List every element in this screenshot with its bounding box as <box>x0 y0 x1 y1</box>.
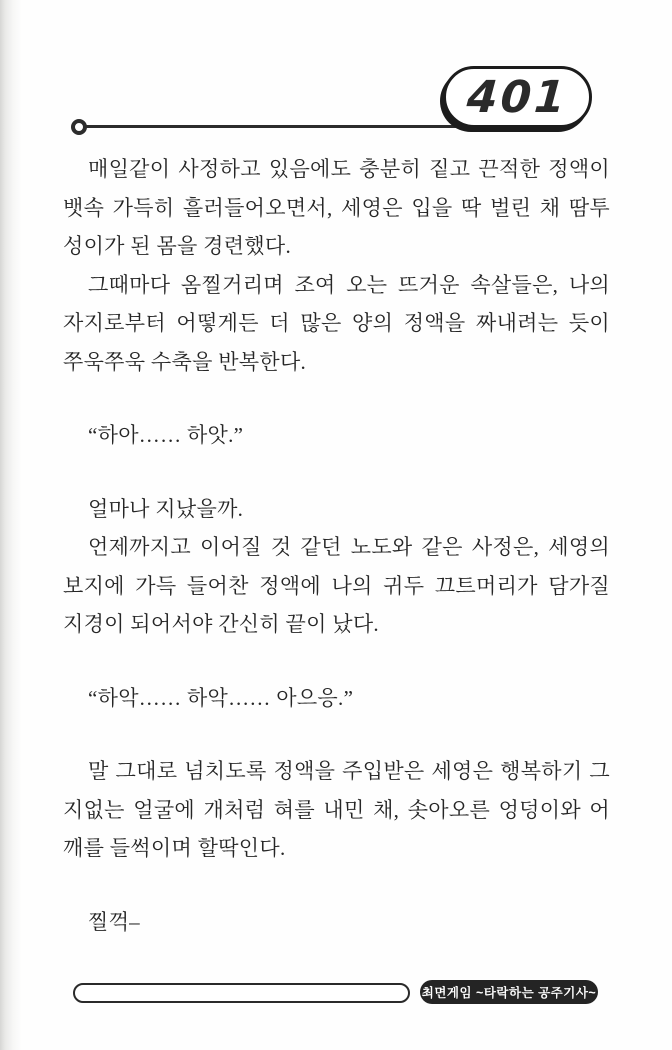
text-line: 뱃속 가득히 흘러들어오면서, 세영은 입을 딱 벌린 채 땀투 <box>63 195 610 220</box>
paragraph-gap <box>63 644 610 679</box>
text-line: 그때마다 옴찔거리며 조여 오는 뜨거운 속살들은, 나의 <box>88 272 610 297</box>
page-spine-shadow <box>0 0 22 1050</box>
text-line: 언제까지고 이어질 것 같던 노도와 같은 사정은, 세영의 <box>88 535 610 559</box>
text-line: 자지로부터 어떻게든 더 많은 양의 정액을 짜내려는 듯이 <box>63 311 610 335</box>
text-line: 얼마나 지났을까. <box>88 496 244 521</box>
text-line: 말 그대로 넘치도록 정액을 주입받은 세영은 행복하기 그 <box>88 759 610 783</box>
text-line: 매일같이 사정하고 있음에도 충분히 짙고 끈적한 정액이 <box>88 157 610 181</box>
series-title-badge <box>420 980 598 1004</box>
page-number: 401 <box>465 71 570 123</box>
text-line: 지없는 얼굴에 개처럼 혀를 내민 채, 솟아오른 엉덩이와 어 <box>63 797 610 822</box>
paragraph-gap <box>63 868 610 903</box>
series-title: 최면게임 ~타락하는 공주기사~ <box>421 986 597 1000</box>
text-line: 쭈욱쭈욱 수축을 반복한다. <box>63 349 307 374</box>
text-line: “하악…… 하악…… 아으응.” <box>88 685 354 710</box>
footer-blank-box <box>73 983 410 1003</box>
text-line: 성이가 된 몸을 경련했다. <box>63 234 292 258</box>
paragraph-gap <box>63 717 610 752</box>
paragraph-gap <box>63 455 610 490</box>
text-line: 보지에 가득 들어찬 정액에 나의 귀두 끄트머리가 담가질 <box>63 573 610 598</box>
header-rule <box>85 125 457 128</box>
text-line: 찔꺽– <box>88 909 140 934</box>
page-number-badge <box>443 66 592 128</box>
page-text <box>63 150 610 941</box>
text-line: 깨를 들썩이며 할딱인다. <box>63 836 286 860</box>
paragraph-gap <box>63 381 610 416</box>
text-line: 지경이 되어서야 간신히 끝이 났다. <box>63 612 379 636</box>
text-line: “하아…… 하앗.” <box>88 423 244 447</box>
